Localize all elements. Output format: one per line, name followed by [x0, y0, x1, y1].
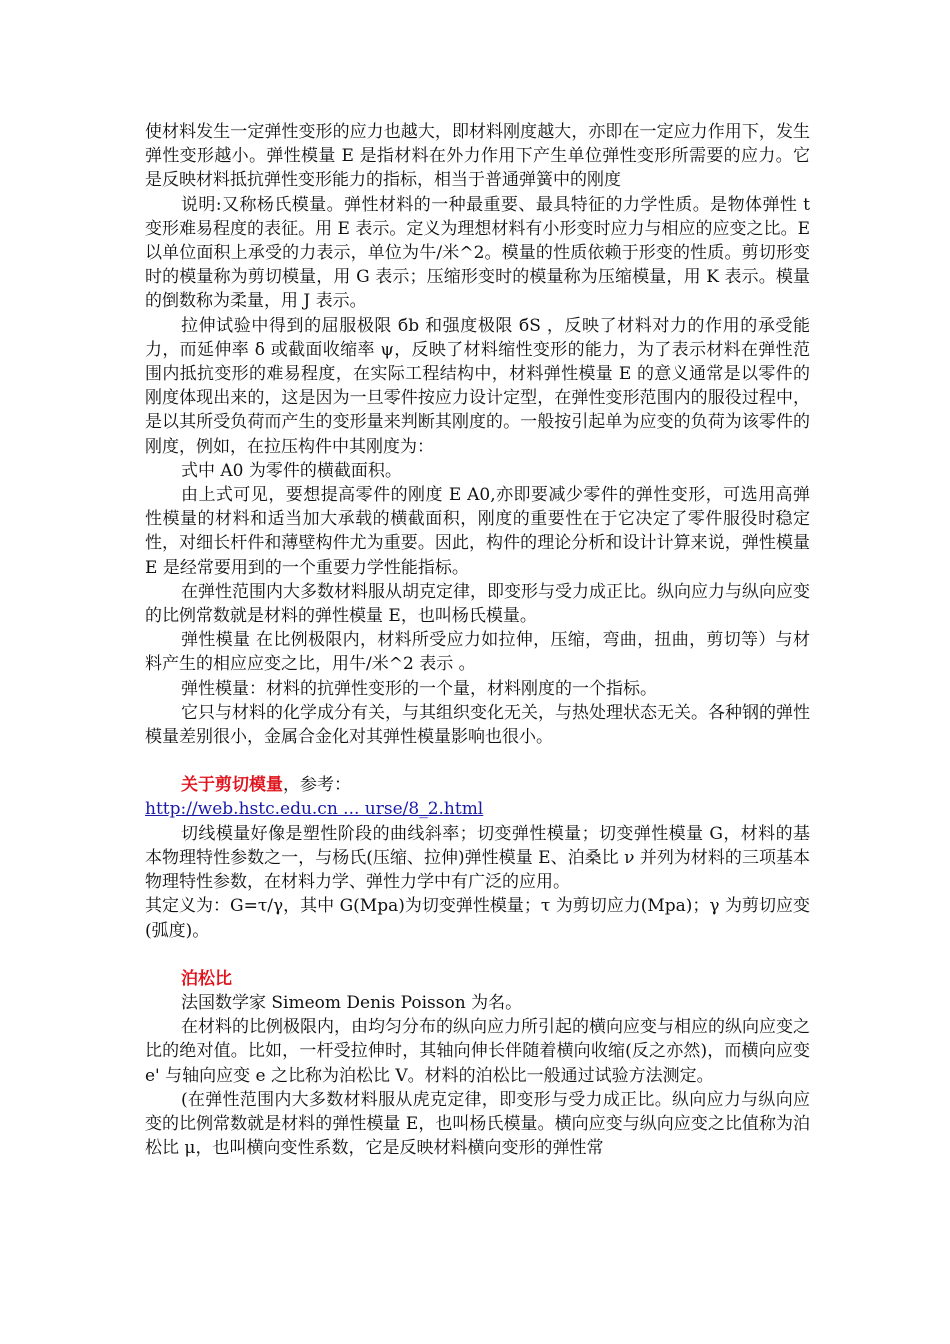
- paragraph: 弹性模量 在比例极限内，材料所受应力如拉伸，压缩，弯曲，扭曲，剪切等）与材料产生的相应应变之比，用牛/米^2 表示 。: [145, 630, 810, 675]
- paragraph: 切线模量好像是塑性阶段的曲线斜率；切变弹性模量；切变弹性模量 G，材料的基本物理特性参数之一，与杨氏(压缩、拉伸)弹性模量 E、泊桑比 ν 并列为材料的三项基本物理特性参数，在材料力学、弹性力学中有广泛的应用。: [145, 823, 810, 893]
- section-title: 泊松比: [181, 968, 232, 989]
- paragraph: 由上式可见，要想提高零件的刚度 E A0,亦即要减少零件的弹性变形，可选用高弹性模量的材料和适当加大承载的横截面积，刚度的重要性在于它决定了零件服役时稳定性，对细长杆件和薄壁构件尤为重要。因此，构件的理论分析和设计计算来说，弹性模量 E 是经常要用到的一个重要力学性能指标。: [145, 485, 810, 578]
- paragraph: 在弹性范围内大多数材料服从胡克定律，即变形与受力成正比。纵向应力与纵向应变的比例常数就是材料的弹性模量 E，也叫杨氏模量。: [145, 581, 810, 627]
- paragraph: 它只与材料的化学成分有关，与其组织变化无关，与热处理状态无关。各种钢的弹性模量差别很小，金属合金化对其弹性模量影响也很小。: [145, 702, 810, 748]
- section-heading-shear: [145, 773, 810, 797]
- paragraph: 拉伸试验中得到的屈服极限 бb 和强度极限 бS ，反映了材料对力的作用的承受能力，而延伸率 δ 或截面收缩率 ψ，反映了材料缩性变形的能力，为了表示材料在弹性范围内抵抗变形的难易程度，在实际工程结构中，材料弹性模量 E 的意义通常是以零件的刚度体现出来的，这是因为一旦零件按应力设计定型，在弹性变形范围内的服役过程中，是以其所受负荷而产生的变形量来判断其刚度的。一般按引起单为应变的负荷为该零件的刚度，例如，在拉压构件中其刚度为：: [145, 315, 810, 457]
- section-title: 关于剪切模量: [181, 775, 283, 796]
- reference-line: [145, 797, 810, 821]
- paragraph: 弹性模量：材料的抗弹性变形的一个量，材料刚度的一个指标。: [181, 678, 657, 699]
- document-body: [145, 120, 810, 1160]
- reference-link[interactable]: http://web.hstc.edu.cn ... urse/8_2.html: [145, 799, 484, 820]
- spacer: [145, 943, 810, 967]
- section-heading-poisson: [145, 967, 810, 991]
- paragraph: 使材料发生一定弹性变形的应力也越大，即材料刚度越大，亦即在一定应力作用下，发生弹性变形越小。弹性模量 E 是指材料在外力作用下产生单位弹性变形所需要的应力。它是反映材料抵抗弹性变形能力的指标，相当于普通弹簧中的刚度: [145, 122, 810, 191]
- paragraph: 法国数学家 Simeom Denis Poisson 为名。: [181, 992, 523, 1013]
- paragraph: 其定义为：G=τ/γ，其中 G(Mpa)为切变弹性模量；τ 为剪切应力(Mpa)；γ 为剪切应变(弧度)。: [145, 896, 810, 941]
- section-title-suffix: ，参考：: [283, 775, 351, 796]
- spacer: [145, 749, 810, 773]
- paragraph: 在材料的比例极限内，由均匀分布的纵向应力所引起的横向应变与相应的纵向应变之比的绝对值。比如，一杆受拉伸时，其轴向伸长伴随着横向收缩(反之亦然)，而横向应变 e' 与轴向应变 e 之比称为泊松比 V。材料的泊松比一般通过试验方法测定。: [145, 1017, 810, 1086]
- paragraph: (在弹性范围内大多数材料服从虎克定律，即变形与受力成正比。纵向应力与纵向应变的比例常数就是材料的弹性模量 E，也叫杨氏模量。横向应变与纵向应变之比值称为泊松比 μ，也叫横向变性系数，它是反映材料横向变形的弹性常: [145, 1089, 810, 1159]
- paragraph: 式中 A0 为零件的横截面积。: [181, 460, 402, 481]
- paragraph: 说明:又称杨氏模量。弹性材料的一种最重要、最具特征的力学性质。是物体弹性 t 变形难易程度的表征。用 E 表示。定义为理想材料有小形变时应力与相应的应变之比。E 以单位面积上承受的力表示，单位为牛/米^2。模量的性质依赖于形变的性质。剪切形变时的模量称为剪切模量，用 G 表示；压缩形变时的模量称为压缩模量，用 K 表示。模量的倒数称为柔量，用 J 表示。: [145, 194, 810, 312]
